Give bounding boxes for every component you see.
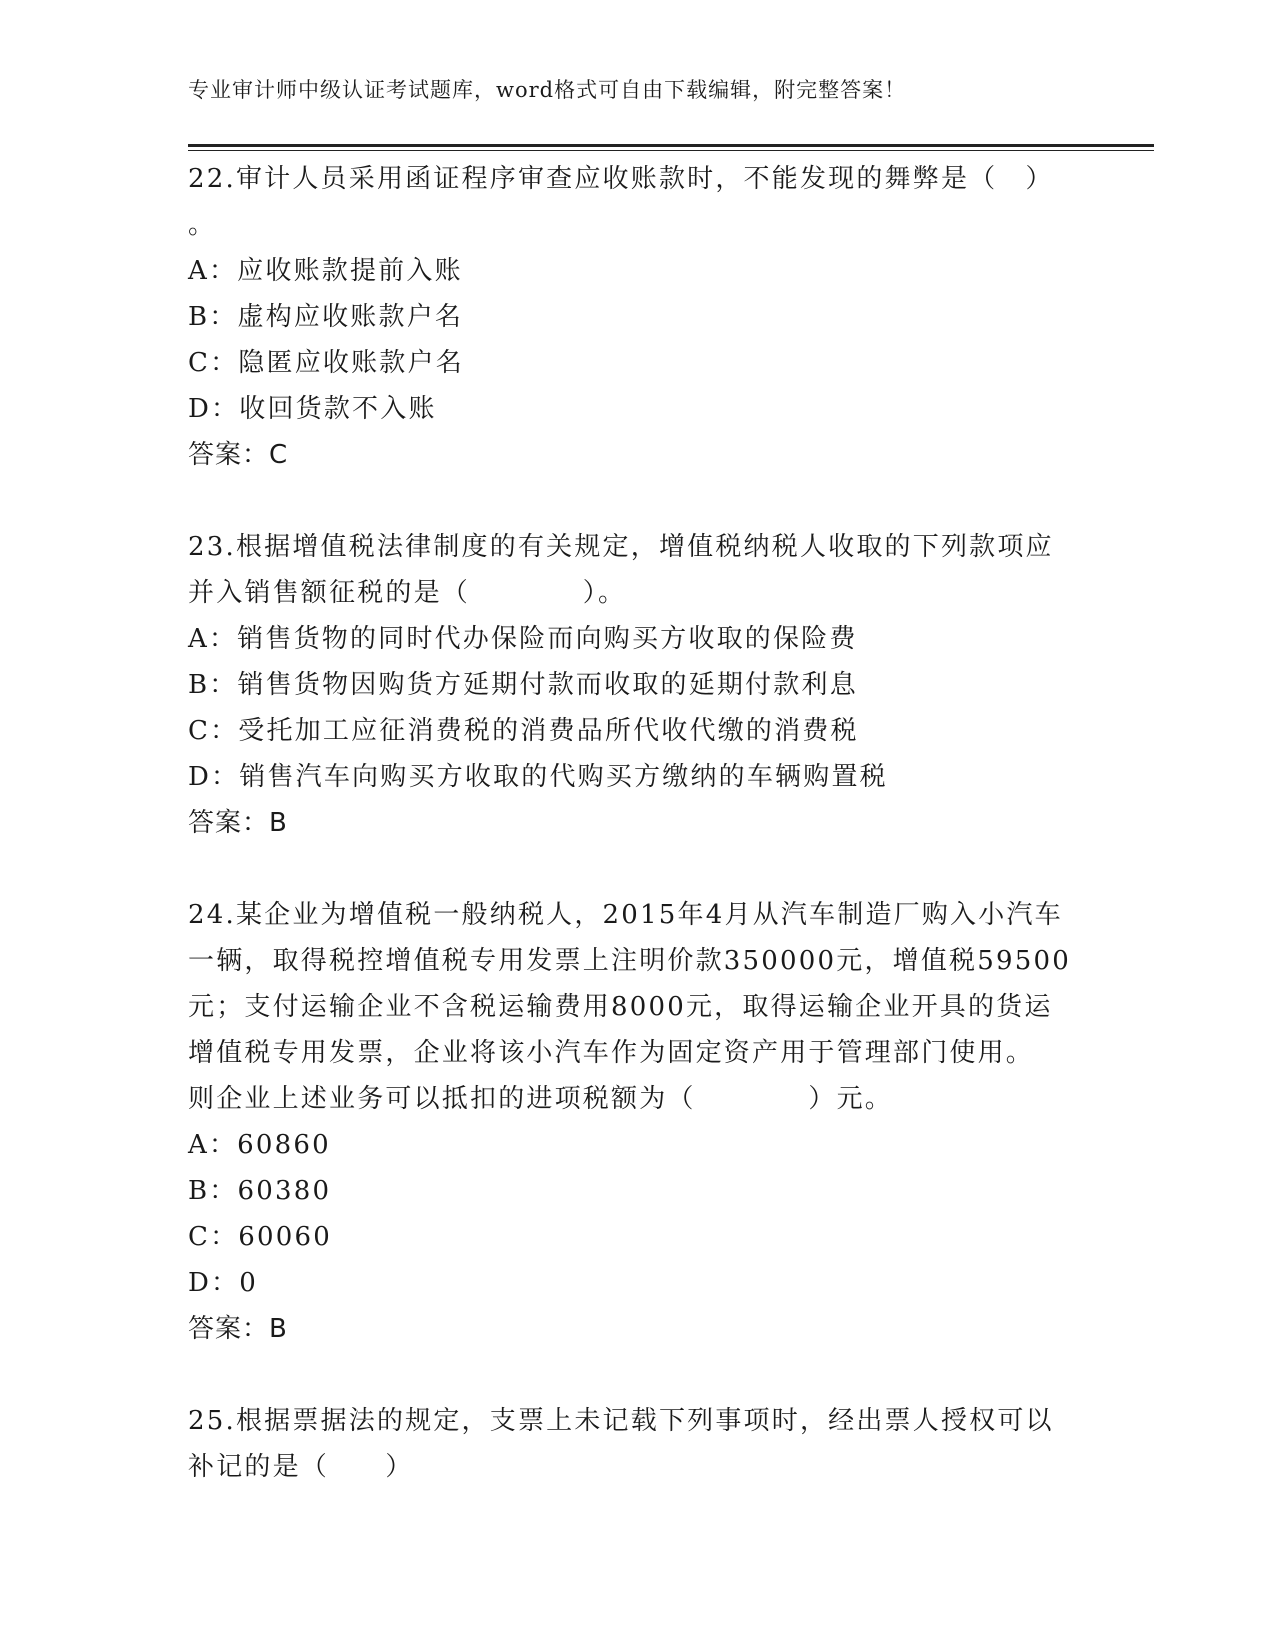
spacer	[188, 478, 1088, 524]
question-stem-line: 并入销售额征税的是（ ）。	[188, 578, 627, 608]
option-a: A：销售货物的同时代办保险而向购买方收取的保险费	[188, 624, 858, 654]
question-list	[188, 156, 1088, 1490]
question-stem-line: 增值税专用发票，企业将该小汽车作为固定资产用于管理部门使用。	[188, 1038, 1035, 1068]
question-stem-line: 24.某企业为增值税一般纳税人，2015年4月从汽车制造厂购入小汽车	[188, 900, 1063, 930]
question-stem-line: 补记的是（ ）	[188, 1452, 414, 1482]
question-24	[188, 892, 1088, 1352]
question-stem-line: 一辆，取得税控增值税专用发票上注明价款350000元，增值税59500	[188, 946, 1071, 976]
option-a: A：应收账款提前入账	[188, 256, 463, 286]
option-b: B：虚构应收账款户名	[188, 302, 464, 332]
question-stem-line: 23.根据增值税法律制度的有关规定，增值税纳税人收取的下列款项应	[188, 532, 1054, 562]
option-c: C：60060	[188, 1222, 333, 1252]
question-stem-line: 22.审计人员采用函证程序审查应收账款时，不能发现的舞弊是（ ）	[188, 164, 1054, 194]
question-22	[188, 156, 1088, 478]
question-stem-line: 25.根据票据法的规定，支票上未记载下列事项时，经出票人授权可以	[188, 1406, 1054, 1436]
question-25	[188, 1398, 1088, 1490]
option-c: C：受托加工应征消费税的消费品所代收代缴的消费税	[188, 716, 859, 746]
header-rule-thick	[188, 144, 1154, 147]
option-a: A：60860	[188, 1130, 331, 1160]
option-d: D：0	[188, 1268, 258, 1298]
option-c: C：隐匿应收账款户名	[188, 348, 464, 378]
page-header: 专业审计师中级认证考试题库，word格式可自由下载编辑，附完整答案！	[188, 78, 907, 102]
option-b: B：销售货物因购货方延期付款而收取的延期付款利息	[188, 670, 858, 700]
option-d: D：收回货款不入账	[188, 394, 437, 424]
question-23	[188, 524, 1088, 846]
question-stem-line: 。	[188, 210, 217, 240]
answer: 答案：B	[188, 1314, 288, 1344]
header-rule-thin	[188, 150, 1154, 151]
option-b: B：60380	[188, 1176, 332, 1206]
question-stem-line: 元；支付运输企业不含税运输费用8000元，取得运输企业开具的货运	[188, 992, 1053, 1022]
spacer	[188, 846, 1088, 892]
answer: 答案：C	[188, 440, 289, 470]
question-stem-line: 则企业上述业务可以抵扣的进项税额为（ ）元。	[188, 1084, 894, 1114]
answer: 答案：B	[188, 808, 288, 838]
spacer	[188, 1352, 1088, 1398]
option-d: D：销售汽车向购买方收取的代购买方缴纳的车辆购置税	[188, 762, 888, 792]
